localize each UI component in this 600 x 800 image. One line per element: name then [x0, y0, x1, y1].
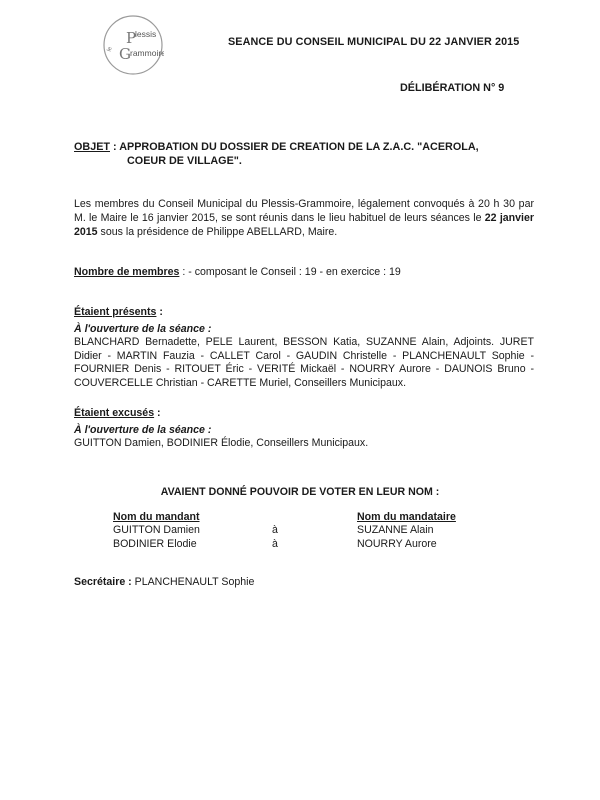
members-composant: : - composant le Conseil : 19: [179, 266, 317, 278]
objet-label: OBJET: [74, 141, 110, 153]
column-header-mandataire: Nom du mandataire: [357, 511, 456, 523]
presents-section: [74, 306, 534, 390]
members-line: [74, 266, 401, 279]
objet-text-line1: : APPROBATION DU DOSSIER DE CREATION DE LA Z.A.C. "ACEROLA,: [110, 141, 479, 153]
proxy-row-mandant: GUITTON Damien: [113, 524, 200, 536]
presents-list: BLANCHARD Bernadette, PELE Laurent, BESSON Katia, SUZANNE Alain, Adjoints. JURET Didier - MARTIN Fauzia - CALLET Carol - GAUDIN Christelle - PLANCHENAULT Sophie - FOURNIER Denis - RITOUET Éric - VERITÉ Mickaël - NOURRY Aurore - DAUNOIS Bruno - COUVERCELLE Christian - CARETTE Muriel, Conseillers Municipaux.: [74, 336, 534, 389]
presents-heading: Étaient présents: [74, 306, 157, 318]
excuses-section: [74, 407, 534, 450]
logo-text-mid: le: [106, 46, 114, 53]
proxy-title: AVAIENT DONNÉ POUVOIR DE VOTER EN LEUR NOM :: [160, 486, 440, 498]
presents-heading-suffix: :: [156, 306, 163, 318]
logo-initial-p: P: [126, 29, 137, 47]
proxy-row-mandataire: NOURRY Aurore: [357, 538, 437, 550]
excuses-heading: Étaient excusés: [74, 407, 155, 419]
logo-text-bottom: rammoire: [130, 48, 164, 58]
intro-part1: Les membres du Conseil Municipal du Plessis-Grammoire, légalement convoqués à 20 h 30 par M. le Maire le 16 janvier 2015, se sont réunis dans le lieu habituel de leurs séances le: [74, 198, 534, 224]
municipality-logo: [102, 14, 164, 76]
objet-text-line2: COEUR DE VILLAGE".: [127, 155, 242, 167]
proxy-row-mandant: BODINIER Elodie: [113, 538, 197, 550]
members-exercice: - en exercice : 19: [316, 266, 401, 278]
logo-initial-g: G: [119, 45, 131, 63]
members-label: Nombre de membres: [74, 266, 180, 278]
excuses-list: GUITTON Damien, BODINIER Élodie, Conseillers Municipaux.: [74, 437, 369, 449]
intro-date: 22 janvier 2015: [74, 212, 534, 238]
proxy-row-mandataire: SUZANNE Alain: [357, 524, 434, 536]
secretary-label: Secrétaire :: [74, 576, 132, 588]
secretary-line: [74, 576, 254, 589]
intro-part2: sous la présidence de Philippe ABELLARD, Maire.: [97, 226, 338, 238]
deliberation-number: DÉLIBÉRATION N° 9: [400, 82, 505, 94]
proxy-row-separator: à: [272, 538, 278, 550]
objet-block: [74, 140, 544, 168]
column-header-mandant: Nom du mandant: [113, 511, 200, 523]
excuses-subheading: À l'ouverture de la séance :: [74, 424, 212, 436]
intro-paragraph: [74, 197, 534, 239]
secretary-name: PLANCHENAULT Sophie: [131, 576, 255, 588]
session-title: SEANCE DU CONSEIL MUNICIPAL DU 22 JANVIER 2015: [228, 36, 520, 48]
logo-text-top: lessis: [135, 29, 157, 39]
proxy-row-separator: à: [272, 524, 278, 536]
presents-subheading: À l'ouverture de la séance :: [74, 323, 212, 335]
excuses-heading-suffix: :: [154, 407, 161, 419]
